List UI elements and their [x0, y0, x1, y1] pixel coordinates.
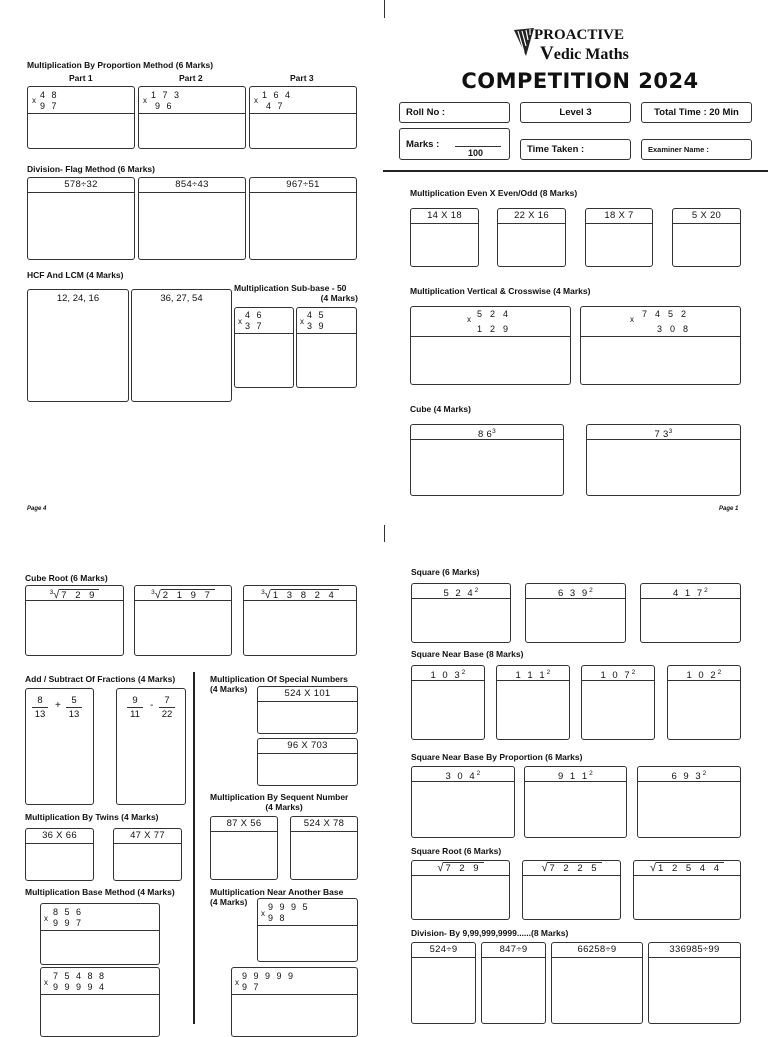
prop-square-box-3[interactable] — [637, 766, 741, 838]
brand-line-2: Vedic Maths — [540, 43, 629, 64]
problem-label: 524 X 78 — [291, 817, 357, 832]
special-title: Multiplication Of Special Numbers (4 Marks) — [210, 674, 348, 694]
marks-total: 100 — [468, 148, 484, 158]
problem-label: 14 X 18 — [411, 209, 478, 224]
multiplicand: 9 9 9 9 9 — [242, 971, 296, 981]
division-box-3[interactable] — [551, 942, 643, 1024]
times-sign: x — [261, 909, 265, 918]
special-box-2[interactable] — [257, 738, 358, 786]
nearbase-box-2[interactable] — [496, 665, 570, 740]
brand-line-1: PROACTIVE — [534, 27, 625, 43]
answer-line — [41, 994, 159, 995]
vc-box-2[interactable] — [580, 306, 741, 385]
division-box-1[interactable] — [411, 942, 476, 1024]
page-number-1: Page 1 — [719, 506, 739, 512]
multiplicand: 1 6 4 — [262, 90, 293, 100]
sequent-box-2[interactable] — [290, 816, 358, 880]
problem-label: 854÷43 — [139, 178, 245, 193]
nearbase-box-4[interactable] — [667, 665, 741, 740]
answer-line — [581, 336, 740, 337]
time-taken-field[interactable]: Time Taken : — [520, 139, 631, 160]
square-box-3[interactable] — [640, 583, 741, 643]
fraction-box-2[interactable]: 9 11 - 7 22 — [116, 688, 186, 805]
problem-label: 9 1 $1^2$ — [525, 767, 626, 782]
answer-line — [28, 113, 134, 114]
fraction-box-1[interactable]: 8 13 + 5 13 — [25, 688, 94, 805]
problem-label: 524÷9 — [412, 943, 475, 958]
problem-label: √ 7 2 9 — [412, 861, 509, 876]
multiplicand: 7 5 4 8 8 — [53, 971, 107, 981]
marks-field[interactable]: Marks : 100 — [399, 128, 510, 160]
multiplier: 9 6 — [155, 101, 174, 111]
problem-label: 1 1 $1^2$ — [497, 666, 569, 681]
problem-label: 12, 24, 16 — [56, 293, 100, 304]
multiplicand: 7 4 5 2 — [642, 309, 688, 319]
base-title: Multiplication Base Method (4 Marks) — [25, 887, 175, 897]
division-box-2[interactable] — [481, 942, 546, 1024]
problem-label: 8 $6^3$ — [411, 425, 563, 440]
twins-box-1[interactable] — [25, 828, 94, 881]
square-root-box-1[interactable] — [411, 860, 510, 920]
hcf-box-1[interactable] — [27, 289, 129, 402]
sequent-box-1[interactable] — [210, 816, 278, 880]
square-box-2[interactable] — [525, 583, 626, 643]
problem-label: 3 0 $4^2$ — [412, 767, 514, 782]
bottom-left-rule — [193, 672, 195, 1024]
times-sign: x — [44, 978, 48, 987]
problem-label: 7 $3^3$ — [587, 425, 740, 440]
answer-line — [411, 336, 570, 337]
multiplier: 3 9 — [307, 321, 326, 331]
problem-label: 5 2 $4^2$ — [412, 584, 510, 599]
hcf-box-2[interactable] — [131, 289, 232, 402]
top-divider-tick — [384, 0, 385, 18]
square-root-box-2[interactable] — [522, 860, 621, 920]
division-box-4[interactable] — [648, 942, 741, 1024]
prop-square-box-1[interactable] — [411, 766, 515, 838]
answer-line — [235, 333, 293, 334]
cuberoot-box-3[interactable] — [243, 585, 357, 656]
multiplicand: 4 5 — [307, 310, 326, 320]
square-box-1[interactable] — [411, 583, 511, 643]
cuberoot-title: Cube Root (6 Marks) — [25, 573, 108, 583]
competition-title: COMPETITION 2024 — [461, 69, 699, 93]
sub50-title: Multiplication Sub-base - 50 (4 Marks) — [234, 283, 358, 303]
problem-label: √ 7 2 2 5 — [523, 861, 620, 876]
brand-logo — [512, 26, 642, 66]
flag-box-1[interactable] — [27, 177, 135, 260]
problem-label: 5 X 20 — [673, 209, 740, 224]
multiplicand: 4 8 — [40, 90, 59, 100]
times-sign: x — [300, 317, 304, 326]
answer-line — [258, 925, 357, 926]
nearbase-box-1[interactable] — [411, 665, 485, 740]
problem-label: 524 X 101 — [258, 687, 357, 702]
prop-square-title: Square Near Base By Proportion (6 Marks) — [411, 752, 583, 762]
problem-label: 6 9 $3^2$ — [638, 767, 740, 782]
cube-box-1[interactable] — [410, 424, 564, 496]
problem-label: 6 3 $9^2$ — [526, 584, 625, 599]
problem-label: 1 0 $7^2$ — [582, 666, 654, 681]
times-sign: x — [143, 96, 147, 105]
problem-label: $^3$√ 7 2 9 — [26, 586, 123, 601]
problem-label: $^3$√ 2 1 9 7 — [135, 586, 231, 601]
multiplier: 9 8 — [268, 913, 287, 923]
flag-box-2[interactable] — [138, 177, 246, 260]
square-root-title: Square Root (6 Marks) — [411, 846, 502, 856]
proportion-box-3[interactable] — [249, 86, 357, 149]
sub50-box-1[interactable] — [234, 307, 294, 388]
special-box-1[interactable] — [257, 686, 358, 734]
problem-label: 22 X 16 — [498, 209, 565, 224]
problem-label: 36, 27, 54 — [160, 293, 203, 304]
times-sign: x — [254, 96, 258, 105]
multiplier: 9 7 — [242, 982, 261, 992]
fractions-title: Add / Subtract Of Fractions (4 Marks) — [25, 674, 176, 684]
even-box-1[interactable] — [410, 208, 479, 267]
middle-divider-tick — [384, 525, 385, 542]
answer-line — [41, 930, 159, 931]
header-rule — [383, 170, 768, 172]
flag-title: Division- Flag Method (6 Marks) — [27, 164, 155, 174]
multiplier: 9 9 9 9 4 — [53, 982, 107, 992]
hcf-title: HCF And LCM (4 Marks) — [27, 270, 124, 280]
times-sign: x — [32, 96, 36, 105]
multiplicand: 8 5 6 — [53, 907, 84, 917]
times-sign: x — [44, 914, 48, 923]
part2-label: Part 2 — [179, 73, 203, 83]
even-box-3[interactable] — [585, 208, 653, 267]
examiner-field[interactable]: Examiner Name : — [641, 139, 752, 160]
answer-line — [232, 994, 357, 995]
problem-label: 4 1 $7^2$ — [641, 584, 740, 599]
answer-line — [139, 113, 245, 114]
times-sign: x — [630, 315, 634, 324]
multiplier: 3 7 — [245, 321, 264, 331]
twins-box-2[interactable] — [113, 828, 182, 881]
vc-title: Multiplication Vertical & Crosswise (4 Marks) — [410, 286, 591, 296]
problem-label: 47 X 77 — [114, 829, 181, 844]
proportion-box-1[interactable] — [27, 86, 135, 149]
problem-label: 336985÷99 — [649, 943, 740, 958]
multiplier: 9 9 7 — [53, 918, 84, 928]
twins-title: Multiplication By Twins (4 Marks) — [25, 812, 159, 822]
sequent-title: Multiplication By Sequent Number (4 Marks) — [210, 792, 349, 812]
problem-label: 1 0 $2^2$ — [668, 666, 740, 681]
problem-label: 96 X 703 — [258, 739, 357, 754]
nearbase-box-3[interactable] — [581, 665, 655, 740]
page-number-4: Page 4 — [27, 506, 47, 512]
problem-label: 36 X 66 — [26, 829, 93, 844]
multiplier: 4 7 — [266, 101, 285, 111]
multiplier: 3 0 8 — [657, 324, 690, 334]
problem-label: 87 X 56 — [211, 817, 277, 832]
problem-label: 578÷32 — [28, 178, 134, 193]
problem-label: 847÷9 — [482, 943, 545, 958]
cuberoot-box-1[interactable] — [25, 585, 124, 656]
base-box-1[interactable] — [40, 903, 160, 965]
even-box-2[interactable] — [497, 208, 566, 267]
sub50-box-2[interactable] — [296, 307, 357, 388]
problem-label: 967÷51 — [250, 178, 356, 193]
cube-box-2[interactable] — [586, 424, 741, 496]
even-box-4[interactable] — [672, 208, 741, 267]
problem-label: $^3$√ 1 3 8 2 4 — [244, 586, 356, 601]
level-field: Level 3 — [520, 102, 631, 123]
square-title: Square (6 Marks) — [411, 567, 480, 577]
proportion-title: Multiplication By Proportion Method (6 Marks) — [27, 60, 214, 70]
multiplier: 9 7 — [40, 101, 59, 111]
nearbase-title: Square Near Base (8 Marks) — [411, 649, 524, 659]
multiplier: 1 2 9 — [477, 324, 510, 334]
problem-label: 18 X 7 — [586, 209, 652, 224]
proportion-box-2[interactable] — [138, 86, 246, 149]
vc-box-1[interactable] — [410, 306, 571, 385]
flag-box-3[interactable] — [249, 177, 357, 260]
multiplicand: 5 2 4 — [477, 309, 510, 319]
near-another-box-2[interactable] — [231, 967, 358, 1037]
base-box-2[interactable] — [40, 967, 160, 1037]
even-title: Multiplication Even X Even/Odd (8 Marks) — [410, 188, 578, 198]
problem-label: √ 1 2 5 4 4 — [634, 861, 740, 876]
multiplicand: 9 9 9 5 — [268, 902, 310, 912]
multiplicand: 4 6 — [245, 310, 264, 320]
division-title: Division- By 9,99,999,9999......(8 Marks) — [411, 928, 569, 938]
square-root-box-3[interactable] — [633, 860, 741, 920]
part1-label: Part 1 — [69, 73, 93, 83]
times-sign: x — [238, 317, 242, 326]
cuberoot-box-2[interactable] — [134, 585, 232, 656]
part3-label: Part 3 — [290, 73, 314, 83]
prop-square-box-2[interactable] — [524, 766, 627, 838]
near-another-title: Multiplication Near Another Base (4 Marks) — [210, 887, 344, 907]
times-sign: x — [467, 315, 471, 324]
cube-title: Cube (4 Marks) — [410, 404, 471, 414]
answer-line — [250, 113, 356, 114]
near-another-box-1[interactable] — [257, 898, 358, 962]
problem-label: 66258÷9 — [552, 943, 642, 958]
answer-line — [297, 333, 356, 334]
times-sign: x — [235, 978, 239, 987]
total-time-field: Total Time : 20 Min — [641, 102, 752, 123]
roll-no-field[interactable]: Roll No : — [399, 102, 510, 123]
problem-label: 1 0 $3^2$ — [412, 666, 484, 681]
multiplicand: 1 7 3 — [151, 90, 182, 100]
